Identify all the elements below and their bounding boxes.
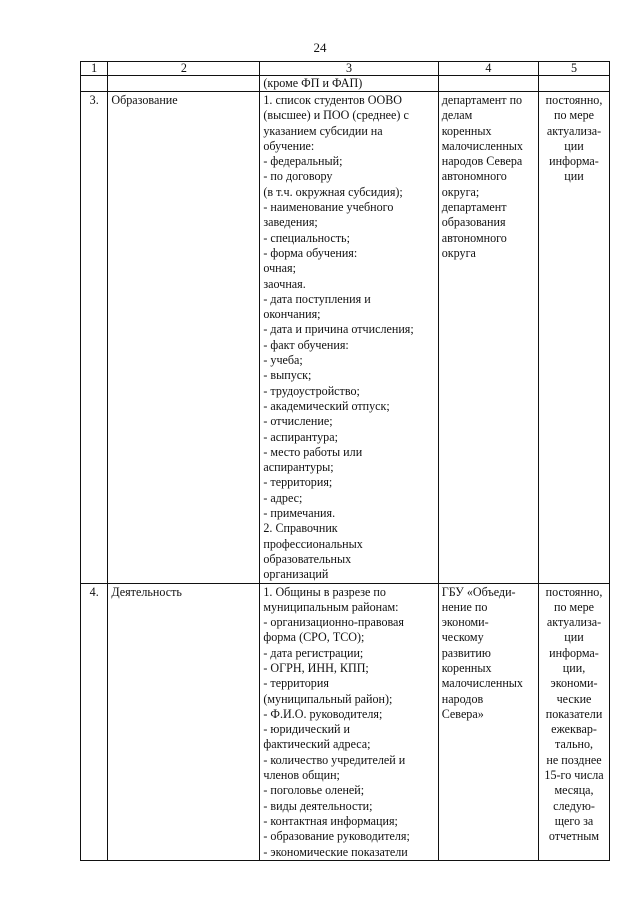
continuation-row bbox=[81, 76, 610, 92]
cell-line: департамент bbox=[441, 200, 507, 215]
table-header-row bbox=[81, 62, 610, 76]
cell-line: - место работы или bbox=[263, 444, 363, 459]
cell-line: указанием субсидии на bbox=[263, 123, 383, 138]
header-col-4: 4 bbox=[438, 62, 538, 76]
cell-line: организаций bbox=[263, 567, 329, 582]
cell-line: - дата поступления и bbox=[263, 291, 371, 306]
cell-line: тально, bbox=[555, 737, 594, 752]
cell-line: округа bbox=[441, 245, 476, 260]
cell-line: членов общин; bbox=[263, 768, 340, 783]
cell-line: актуализа- bbox=[546, 615, 602, 630]
cell-line: 15-го числа bbox=[544, 768, 604, 783]
cell-line: малочисленных bbox=[441, 676, 523, 691]
cell-line: - дата и причина отчисления; bbox=[263, 322, 414, 337]
cell-line: - академический отпуск; bbox=[263, 398, 390, 413]
cell-line: щего за bbox=[554, 813, 594, 828]
cell-line: автономного bbox=[441, 230, 507, 245]
cell-line: - территория; bbox=[263, 475, 333, 490]
row-period bbox=[539, 92, 610, 584]
row-responsible bbox=[438, 92, 538, 584]
cell-line: постоянно, bbox=[545, 584, 603, 599]
cell-line: Севера» bbox=[441, 706, 484, 721]
cell-line: - наименование учебного bbox=[263, 200, 394, 215]
cell-line: ции bbox=[564, 630, 584, 645]
continuation-text: (кроме ФП и ФАП) bbox=[260, 76, 438, 92]
cell-line: коренных bbox=[441, 123, 492, 138]
row-number: 3. bbox=[81, 92, 108, 584]
cell-line: - специальность; bbox=[263, 230, 350, 245]
cell-line: - территория bbox=[263, 676, 329, 691]
row-responsible bbox=[438, 583, 538, 860]
cell-line: отчетным bbox=[548, 829, 600, 844]
cell-line: - организационно-правовая bbox=[263, 615, 404, 630]
cell-line: - федеральный; bbox=[263, 154, 343, 169]
cell-line: округа; bbox=[441, 184, 480, 199]
cell-line: ции bbox=[564, 138, 584, 153]
cell-line: экономи- bbox=[441, 615, 489, 630]
cell-line: - виды деятельности; bbox=[263, 798, 373, 813]
table-row bbox=[81, 583, 610, 860]
cell-line: - количество учредителей и bbox=[263, 752, 406, 767]
cell-line: народов bbox=[441, 691, 484, 706]
cell-line: ции, bbox=[562, 660, 586, 675]
cell-line: заочная. bbox=[263, 276, 306, 291]
cell-line: - аспирантура; bbox=[263, 429, 338, 444]
cell-line: 2. Справочник bbox=[263, 521, 338, 536]
row-content bbox=[260, 92, 438, 584]
row-number: 4. bbox=[81, 583, 108, 860]
cell-line: - примечания. bbox=[263, 506, 336, 521]
cell-line: - дата регистрации; bbox=[263, 645, 364, 660]
page-number: 24 bbox=[313, 40, 327, 55]
header-col-1: 1 bbox=[81, 62, 108, 76]
cell-line: по мере bbox=[554, 599, 594, 614]
cell-line: - юридический и bbox=[263, 722, 351, 737]
cell-line: ежеквар- bbox=[551, 722, 597, 737]
cell-line: малочисленных bbox=[441, 138, 523, 153]
cell-line: экономи- bbox=[550, 676, 598, 691]
row-period bbox=[539, 583, 610, 860]
document-table bbox=[80, 61, 610, 861]
table-row bbox=[81, 92, 610, 584]
cell-line: информа- bbox=[549, 645, 599, 660]
cell-line: - образование руководителя; bbox=[263, 829, 410, 844]
cell-line: развитию bbox=[441, 645, 491, 660]
cell-line: 1. список студентов ООВО bbox=[263, 93, 403, 107]
cell-line: заведения; bbox=[263, 215, 318, 230]
cell-line: образования bbox=[441, 215, 506, 230]
cell-line: департамент по bbox=[441, 93, 523, 107]
cell-line: профессиональных bbox=[263, 536, 363, 551]
cell-line: обучение: bbox=[263, 138, 315, 153]
header-col-5: 5 bbox=[539, 62, 610, 76]
cell-line: делам bbox=[441, 108, 473, 123]
cell-line: 1. Общины в разрезе по bbox=[263, 584, 386, 599]
cell-line: народов Севера bbox=[441, 154, 523, 169]
cell-line: месяца, bbox=[554, 783, 594, 798]
cell-line: - контактная информация; bbox=[263, 813, 398, 828]
header-col-3: 3 bbox=[260, 62, 438, 76]
cell-line: - учеба; bbox=[263, 353, 303, 368]
cell-line: по мере bbox=[554, 108, 594, 123]
cell-line: - форма обучения: bbox=[263, 245, 358, 260]
row-name: Деятельность bbox=[108, 583, 260, 860]
cell-line: муниципальным районам: bbox=[263, 599, 399, 614]
cell-line: - факт обучения: bbox=[263, 337, 349, 352]
cell-line: окончания; bbox=[263, 307, 321, 322]
cell-line: (муниципальный район); bbox=[263, 691, 393, 706]
cell-line: образовательных bbox=[263, 551, 352, 566]
cell-line: форма (СРО, ТСО); bbox=[263, 630, 365, 645]
cell-line: показатели bbox=[545, 706, 603, 721]
cell-line: - по договору bbox=[263, 169, 333, 184]
cell-line: - выпуск; bbox=[263, 368, 312, 383]
cell-line: очная; bbox=[263, 261, 296, 276]
row-content bbox=[260, 583, 438, 860]
cell-line: - ОГРН, ИНН, КПП; bbox=[263, 660, 369, 675]
cell-line: фактический адреса; bbox=[263, 737, 371, 752]
cell-line: (высшее) и ПОО (среднее) с bbox=[263, 108, 409, 123]
cell-line: нение по bbox=[441, 599, 488, 614]
cell-line: - поголовье оленей; bbox=[263, 783, 365, 798]
cell-line: автономного bbox=[441, 169, 507, 184]
cell-line: следую- bbox=[553, 798, 595, 813]
cell-line: актуализа- bbox=[546, 123, 602, 138]
cell-line: - отчисление; bbox=[263, 414, 333, 429]
row-name: Образование bbox=[108, 92, 260, 584]
cell-line: постоянно, bbox=[545, 93, 603, 107]
cell-line: коренных bbox=[441, 660, 492, 675]
cell-line: информа- bbox=[549, 154, 599, 169]
cell-line: - экономические показатели bbox=[263, 844, 408, 859]
cell-line: ГБУ «Объеди- bbox=[441, 584, 516, 599]
cell-line: ческому bbox=[441, 630, 484, 645]
header-col-2: 2 bbox=[108, 62, 260, 76]
cell-line: - адрес; bbox=[263, 490, 303, 505]
cell-line: (в т.ч. окружная субсидия); bbox=[263, 184, 403, 199]
cell-line: ческие bbox=[556, 691, 592, 706]
cell-line: ции bbox=[564, 169, 584, 184]
cell-line: не позднее bbox=[546, 752, 602, 767]
cell-line: - трудоустройство; bbox=[263, 383, 360, 398]
cell-line: аспирантуры; bbox=[263, 460, 334, 475]
cell-line: - Ф.И.О. руководителя; bbox=[263, 706, 383, 721]
